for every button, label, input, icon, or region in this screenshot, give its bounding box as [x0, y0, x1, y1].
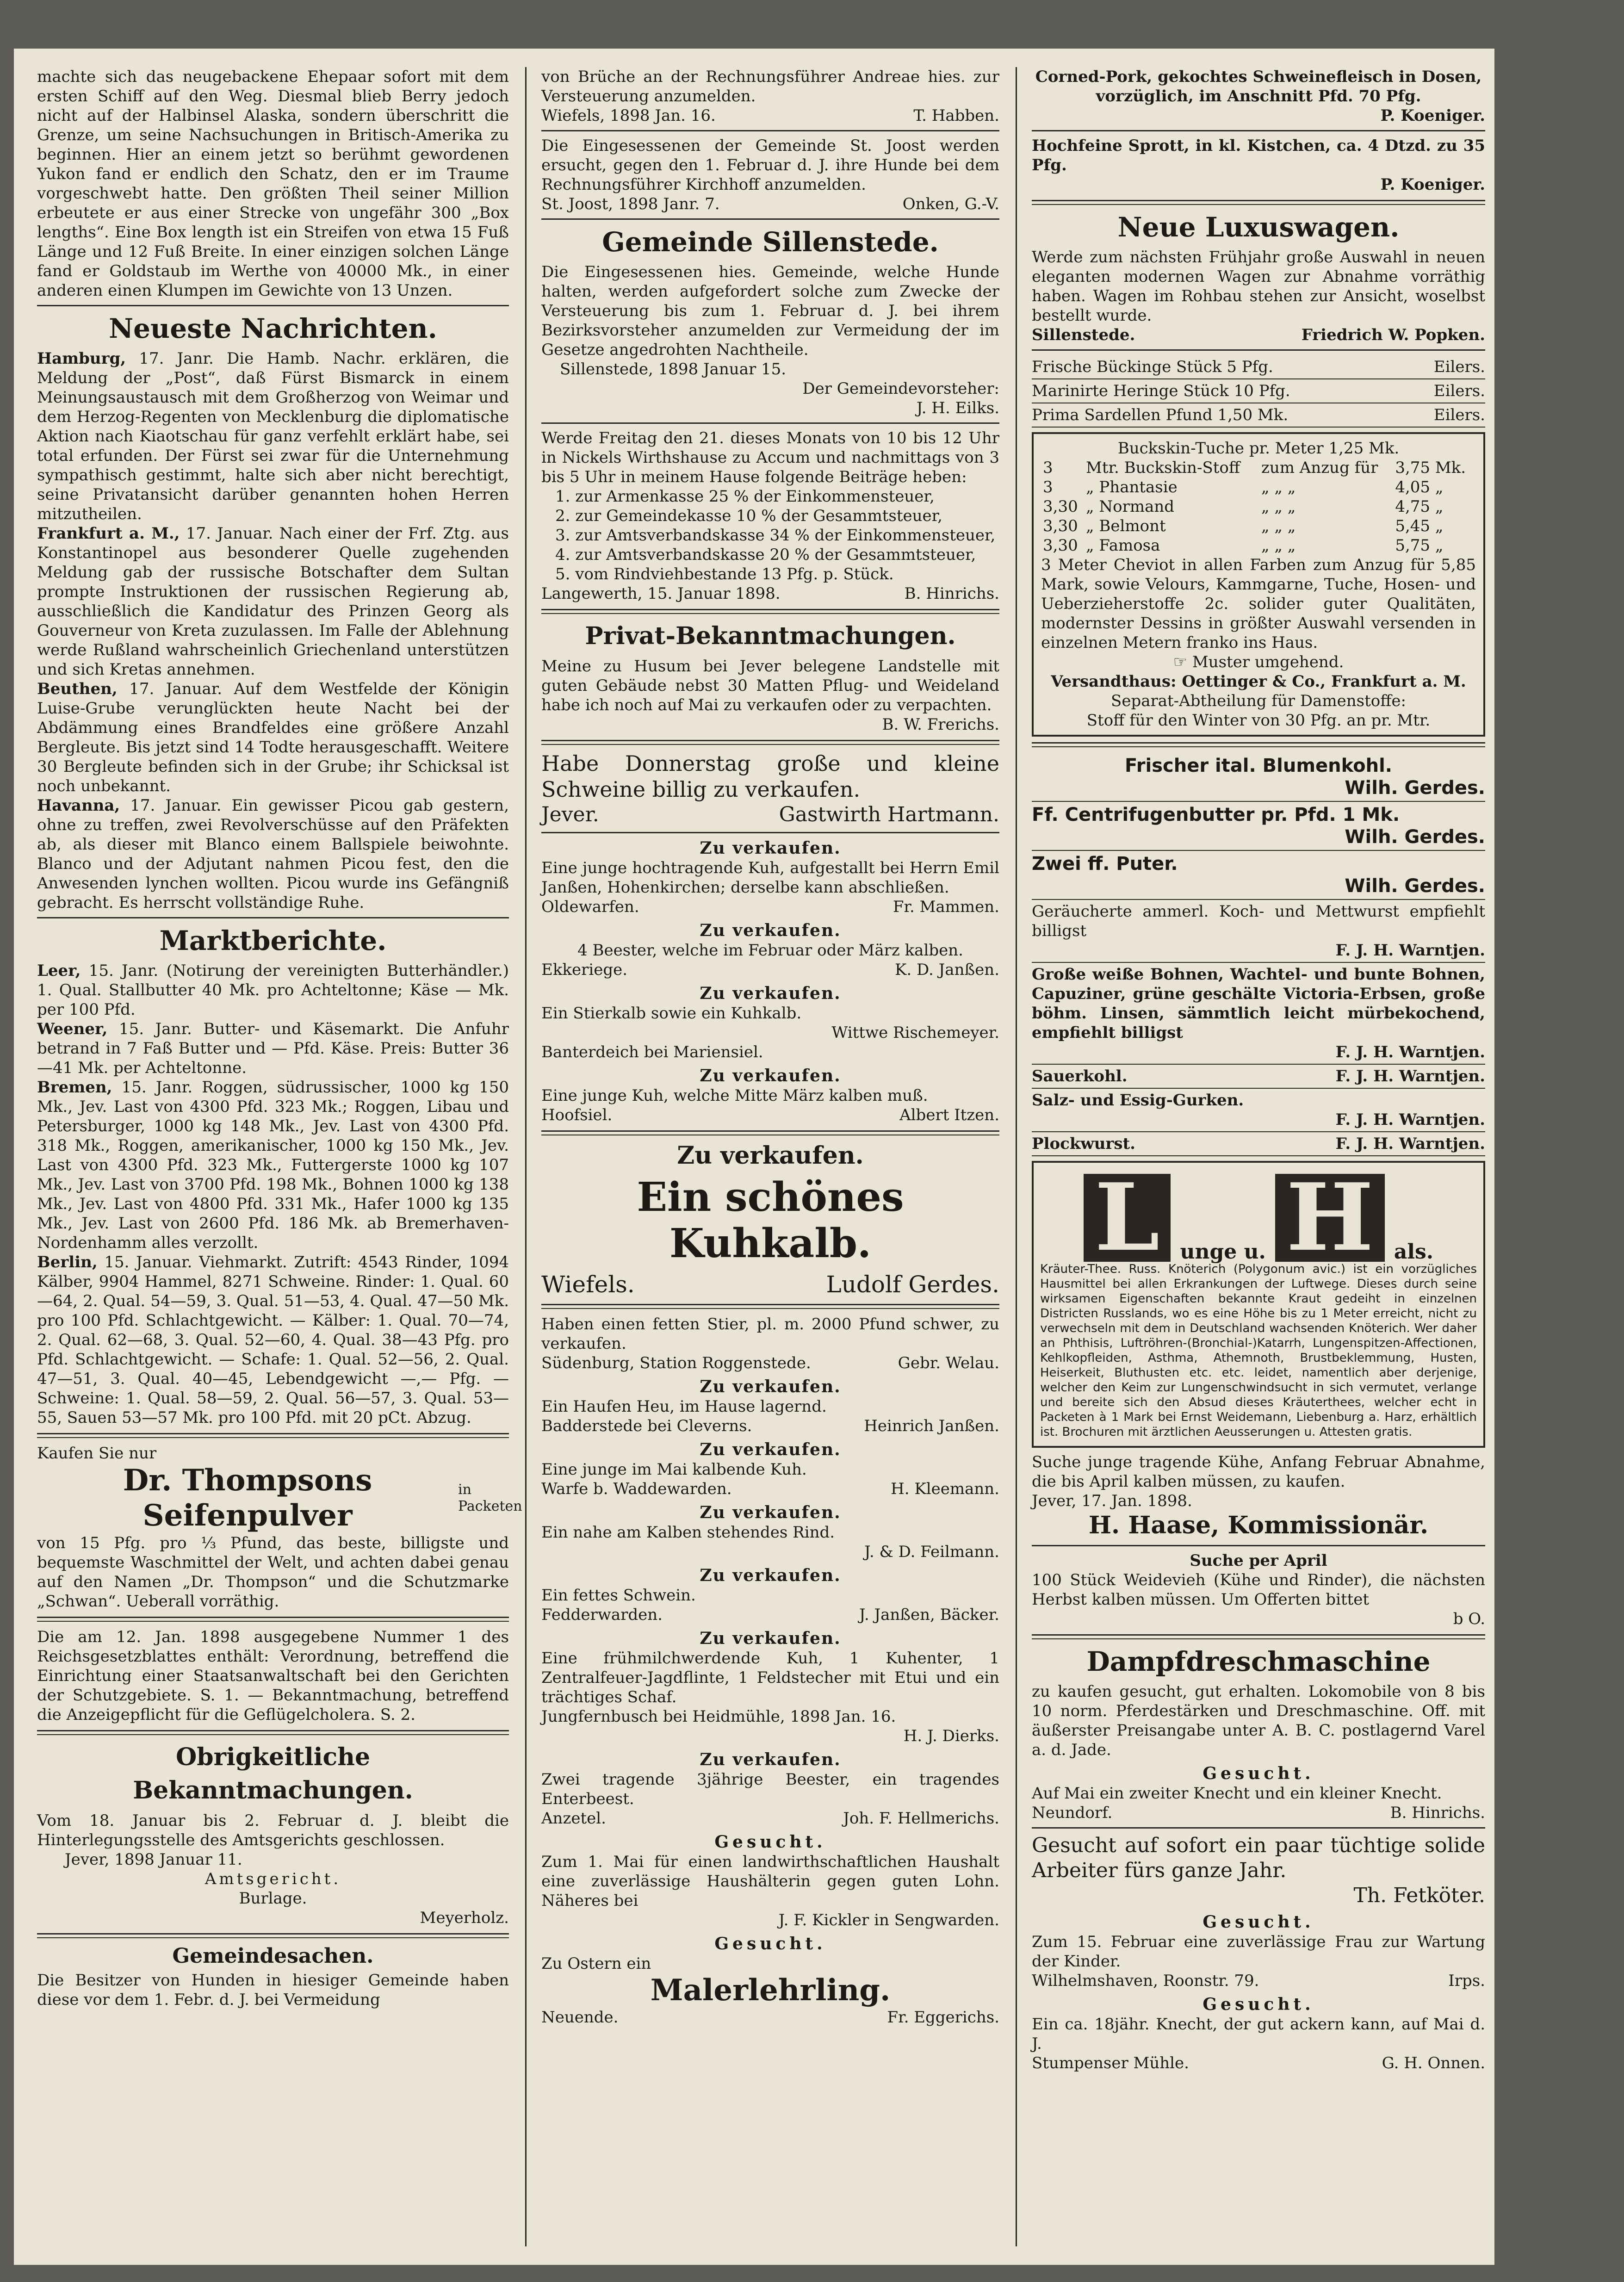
sale-place: Banterdeich bei Mariensiel.: [541, 1043, 763, 1061]
sale-signature: Hoofsiel. Albert Itzen.: [541, 1106, 999, 1124]
divider: [37, 917, 509, 918]
sale-signature: Warfe b. Waddewarden. H. Kleemann.: [541, 1480, 999, 1498]
luxury-carriages-text: Werde zum nächsten Frühjahr große Auswahl in neuen eleganten modernen Wagen zur Abnahme vorräthig haben. Wagen im Rohbau stehen zur Ansicht, woselbst bestellt wurde.: [1032, 248, 1485, 325]
buckskin-firm: Versandthaus: Oettinger & Co., Frankfurt a. M.: [1051, 672, 1466, 691]
sprott-signature: P. Koeniger.: [1380, 175, 1485, 194]
calf-ad-title: Ein schönes Kuhkalb.: [637, 1174, 904, 1267]
langewerth-item: 2. zur Gemeindekasse 10 % der Gesammtsteuer,: [555, 507, 942, 525]
warntjen-ad: Große weiße Bohnen, Wachtel- und bunte Bohnen, Capuziner, grüne geschälte Victoria-Erbsen, große böhm. Linsen, sämmtlich leicht mürbekochend, empfiehlt billigst F. J. H. Warntjen.: [1032, 963, 1485, 1065]
sillenstede-notice: Die Eingesessenen hies. Gemeinde, welche Hunde halten, werden aufgefordert solche zum Zwecke der Versteuerung bis zum 1. Februar d. J. bei ihrem Bezirksvorsteher anzumelden zur Vermeidung der im Gesetze angedrohten Nachtheile.: [541, 263, 999, 359]
sale-text: Eine junge im Mai kalbende Kuh.: [541, 1460, 807, 1479]
section-title-market: Marktberichte.: [159, 925, 387, 956]
news-item: Beuthen, 17. Januar. Auf dem Westfelde der Königin Luise-Grube verunglückten heute Nacht bei der Abdämmung eines Brandfeldes eine größere Anzahl Bergleute. Bis jetzt sind 14 Todte herausgeschafft. Weitere 30 Bergleute befinden sich in der Grube; ihr Schicksal ist noch unbekannt.: [37, 680, 509, 795]
sale-text: Ein fettes Schwein.: [541, 1586, 696, 1605]
soap-ad-side: in Packeten: [458, 1482, 522, 1514]
sale-heading: Zu verkaufen.: [700, 921, 841, 940]
sale-heading: Zu verkaufen.: [700, 1377, 841, 1396]
column-rule: [1016, 67, 1017, 2246]
bull-ad: Haben einen fetten Stier, pl. m. 2000 Pfund schwer, zu verkaufen.: [541, 1315, 999, 1353]
official-court: Amtsgericht.: [205, 1870, 341, 1888]
sale-signature: Oldewarfen. Fr. Mammen.: [541, 898, 999, 916]
buckskin-head: Buckskin-Tuche pr. Meter 1,25 Mk.: [1117, 439, 1400, 458]
gerdes-ad: Zwei ff. Puter. Wilh. Gerdes.: [1032, 851, 1485, 900]
buckskin-ad: [1032, 432, 1485, 737]
official-sign-2: Meyerholz.: [420, 1909, 509, 1927]
divider: [37, 305, 509, 306]
soap-ad-name: Dr. Thompsons Seifenpulver: [123, 1463, 372, 1533]
warntjen-ad: Geräucherte ammerl. Koch- und Mettwurst empfiehlt billigst F. J. H. Warntjen.: [1032, 900, 1485, 963]
divider: [541, 609, 999, 614]
private-notice: Meine zu Husum bei Jever belegene Landstelle mit guten Gebäude nebst 30 Matten Pflug- und Weideland habe ich noch auf Mai zu verkaufen oder zu verpachten.: [541, 657, 999, 714]
buckskin-ladies: Stoff für den Winter von 30 Pfg. an pr. Mtr.: [1086, 711, 1431, 730]
langewerth-signature: Langewerth, 15. Januar 1898. B. Hinrichs.: [541, 584, 999, 603]
april-signature: b O.: [1453, 1610, 1485, 1628]
buckskin-separate: Separat-Abtheilung für Damenstoffe:: [1111, 692, 1406, 710]
news-item: Hamburg, 17. Janr. Die Hamb. Nachr. erklären, die Meldung der „Post“, daß Fürst Bismarck in einem Meinungsaustausch mit dem Großherzog von Weimar und dem Herzog-Regenten von Mecklenburg die diplomatische Aktion nach Kiaotschau für ganz verfehlt erklärt habe, sei total erfunden. Der Fürst sei zwar für die Unternehmung sympathisch gestimmt, halte sich aber nicht berechtigt, seine Privatansicht darüber genannten hohen Herren mitzutheilen.: [37, 349, 509, 523]
divider: [1032, 1634, 1485, 1639]
warntjen-ad: Salz- und Essig-Gurken. F. J. H. Warntjen.: [1032, 1089, 1485, 1132]
buckskin-muster: ☞ Muster umgehend.: [1173, 653, 1344, 671]
april-heading: Suche per April: [1190, 1551, 1327, 1570]
sillenstede-office: Der Gemeindevorsteher:: [802, 379, 999, 398]
sale-text: Ein Stierkalb sowie ein Kuhkalb.: [541, 1004, 802, 1023]
divider: [1032, 349, 1485, 351]
divider: [37, 1433, 509, 1438]
sale-text: Eine junge Kuh, welche Mitte März kalben muß.: [541, 1086, 928, 1105]
fish-ad: Marinirte Heringe Stück 10 Pfg. Eilers.: [1032, 379, 1485, 403]
soap-ad-lead: Kaufen Sie nur: [37, 1444, 157, 1463]
divider: [37, 1933, 509, 1938]
sale-signature: Badderstede bei Cleverns. Heinrich Janßen.: [541, 1417, 999, 1435]
column-rule: [525, 67, 527, 2246]
wanted-heading: Gesucht.: [714, 1832, 826, 1852]
cows-wanted: Suche junge tragende Kühe, Anfang Februar Abnahme, die bis April kalben müssen, zu kaufen.: [1032, 1453, 1485, 1491]
pigs-ad: Habe Donnerstag große und kleine Schweine billig zu verkaufen.: [541, 751, 999, 802]
article-continuation: machte sich das neugebackene Ehepaar sofort mit dem ersten Schiff auf den Weg. Diesmal blieb Berry jedoch nicht auf der Halbinsel Alaska, sondern überschritt die Grenze, um seine Nachsuchungen in Britisch-Amerika zu beginnen. Hier an einem jetzt so berühmt gewordenen Yukon fand er endlich den Schatz, den er im Traume vorgeschwebt hatte. Den größten Theil seiner Million erbeutete er aus einer Strecke von ungefähr 300 „Box lengths“. Eine Box length ist ein Streifen von etwa 15 Fuß Länge und 12 Fuß Breite. In einer einzigen solchen Länge fand er Goldstaub im Werthe von 40000 Mk., in einer anderen einen Klumpen im Gewichte von 13 Unzen.: [37, 68, 509, 300]
sale-heading: Zu verkaufen.: [700, 1440, 841, 1459]
newspaper-page: [14, 49, 1494, 2265]
divider: [541, 1130, 999, 1135]
sale-heading: Zu verkaufen.: [700, 1566, 841, 1585]
notice-continuation: von Brüche an der Rechnungsführer Andreae hies. zur Versteuerung anzumelden.: [541, 68, 999, 105]
buckskin-table: [1041, 458, 1476, 555]
sale-text: 4 Beester, welche im Februar oder März kalben.: [577, 941, 963, 960]
lung-tea-title: L unge u. H als.: [1040, 1169, 1477, 1262]
sillenstede-date: Sillenstede, 1898 Januar 15.: [560, 360, 787, 378]
divider: [541, 130, 999, 131]
divider: [1032, 130, 1485, 131]
soap-ad-header: [37, 1463, 522, 1533]
st-joost-notice: Die Eingesessenen der Gemeinde St. Joost werden ersucht, gegen den 1. Februar d. J. ihre Hunde bei dem Rechnungsführer Kirchhoff anzumelden.: [541, 136, 999, 194]
corned-pork-ad: Corned-Pork, gekochtes Schweinefleisch in Dosen, vorzüglich, im Anschnitt Pfd. 70 Pfg.: [1035, 68, 1482, 105]
sale-text: Eine frühmilchwerdende Kuh, 1 Kuhenter, 1 Zentralfeuer-Jagdflinte, 1 Feldstecher mit Etui und ein trächtiges Schaf.: [541, 1649, 999, 1706]
official-sign: Burlage.: [239, 1889, 307, 1908]
market-item: Bremen, 15. Janr. Roggen, südrussischer, 1000 kg 150 Mk., Jev. Last von 4300 Pfd. 323 Mk.; Roggen, Libau und Petersburger, 1000 kg 148 Mk., Jev. Last von 4300 Pfd. 318 Mk., Roggen, amerikanischer, 1000 kg 150 Mk., Jev. Last von 4300 Pfd. 323 Mk., Futtergerste 1000 kg 107 Mk., Jev. Last von 3700 Pfd. 198 Mk., Bohnen 1000 kg 138 Mk., Jev. Last von 4800 Pfd. 331 Mk., Hafer 1000 kg 135 Mk., Jev. Last von 2600 Pfd. 186 Mk. ab Bremerhaven-Nordenhamm alles verzollt.: [37, 1078, 509, 1252]
wanted-text: Zum 15. Februar eine zuverlässige Frau zur Wartung der Kinder.: [1032, 1933, 1485, 1971]
sale-heading: Zu verkaufen.: [700, 984, 841, 1003]
lung-tea-text: Kräuter-Thee. Russ. Knöterich (Polygonum avic.) ist ein vorzügliches Hausmittel bei allen Erkrankungen der Luftwege. Dieses durch seine wirksamen Eigenschaften bekannte Kraut gedeiht in einzelnen Districten Russlands, wo es eine Höhe bis zu 1 Meter erreicht, nicht zu verwechseln mit dem in Deutschland wachsenden Knöterich. Wer daher an Phthisis, Luftröhren-(Bronchial-)Katarrh, Lungenspitzen-Affectionen, Kehlkopfleiden, Asthma, Athemnoth, Brustbeklemmung, Husten, Heiserkeit, Bluthusten etc. etc. leidet, namentlich aber derjenige, welcher den Keim zur Lungenschwindsucht in sich vermutet, verlange und bereite sich den Absud dieses Kräuterthees, welcher echt in Packeten à 1 Mark bei Ernst Weidemann, Liebenburg a. Harz, erhältlich ist. Brochuren mit ärztlichen Aeusserungen u. Attesten gratis.: [1040, 1262, 1477, 1439]
sillenstede-title: Gemeinde Sillenstede.: [602, 226, 939, 258]
sale-heading: Zu verkaufen.: [700, 1503, 841, 1522]
langewerth-item: 1. zur Armenkasse 25 % der Einkommensteuer,: [555, 487, 935, 506]
wanted-heading: Gesucht.: [714, 1934, 826, 1953]
fish-ad: Frische Bückinge Stück 5 Pfg. Eilers.: [1032, 355, 1485, 379]
warntjen-ad: Sauerkohl. F. J. H. Warntjen.: [1032, 1065, 1485, 1089]
wanted-signature: Wilhelmshaven, Roonstr. 79. Irps.: [1032, 1972, 1485, 1990]
wanted-signature: Neuende. Fr. Eggerichs.: [541, 2008, 999, 2027]
sale-signature: Wittwe Rischemeyer.: [831, 1023, 999, 1042]
wanted-signature: J. F. Kickler in Sengwarden.: [778, 1911, 999, 1929]
divider: [1032, 742, 1485, 747]
market-item: Weener, 15. Janr. Butter- und Käsemarkt. Die Anfuhr betrand in 7 Faß Butter und — Pfd. Käse. Preis: Butter 36—41 Mk. per Achteltonne.: [37, 1020, 509, 1077]
haase-signature: H. Haase, Kommissionär.: [1088, 1511, 1429, 1539]
notice-signature: Wiefels, 1898 Jan. 16. T. Habben.: [541, 106, 999, 125]
lung-tea-ad: [1032, 1161, 1485, 1448]
apprentice-ad-title: Malerlehrling.: [650, 1973, 891, 2008]
gerdes-ad: Frischer ital. Blumenkohl. Wilh. Gerdes.: [1032, 753, 1485, 802]
column-3: [1032, 67, 1485, 2246]
wanted-heading: Gesucht.: [1203, 1912, 1314, 1932]
luxury-carriages-signature: Sillenstede. Friedrich W. Popken.: [1032, 326, 1485, 344]
wanted-signature: Neundorf. B. Hinrichs.: [1032, 1804, 1485, 1822]
sale-text: Eine junge hochtragende Kuh, aufgestallt bei Herrn Emil Janßen, Hohenkirchen; derselbe kann abschließen.: [541, 859, 999, 897]
cows-wanted-date: Jever, 17. Jan. 1898.: [1032, 1492, 1192, 1510]
market-item: Berlin, 15. Januar. Viehmarkt. Zutrift: 4543 Rinder, 1094 Kälber, 9904 Hammel, 8271 Schweine. Rinder: 1. Qual. 60—64, 2. Qual. 54—59, 3. Qual. 51—53, 4. Qual. 47—50 Mk. pro 100 Pfd. Schlachtgewicht. — Kälber: 1. Qual. 70—74, 2. Qual. 62—68, 3. Qual. 52—60, 4. Qual. 38—43 Pfg. pro Pfd. Schlachtgewicht. — Schafe: 1. Qual. 52—56, 2. Qual. 47—51, 3. Qual. 40—45, Lebendgewicht —,— Pfg. — Schweine: 1. Qual. 58—59, 2. Qual. 56—57, 3. Qual. 53—55, Sauen 53—57 Mk. pro 100 Pfd. mit 20 pCt. Abzug.: [37, 1253, 509, 1427]
sprott-ad: Hochfeine Sprott, in kl. Kistchen, ca. 4 Dtzd. zu 35 Pfg.: [1032, 136, 1485, 174]
sale-text: Zwei tragende 3jährige Beester, ein tragendes Enterbeest.: [541, 1770, 999, 1808]
wanted-text: Ein ca. 18jähr. Knecht, der gut ackern kann, auf Mai d. J.: [1032, 2015, 1485, 2053]
divider: [37, 1730, 509, 1735]
wanted-signature: Stumpenser Mühle. G. H. Onnen.: [1032, 2054, 1485, 2072]
calf-ad-heading: Zu verkaufen.: [677, 1141, 864, 1170]
fish-ad: Prima Sardellen Pfund 1,50 Mk. Eilers.: [1032, 403, 1485, 428]
sale-heading: Zu verkaufen.: [700, 838, 841, 858]
sale-text: Ein nahe am Kalben stehendes Rind.: [541, 1523, 835, 1542]
sale-signature: J. & D. Feilmann.: [864, 1543, 999, 1561]
luxury-carriages-title: Neue Luxuswagen.: [1117, 211, 1400, 243]
community-notice: Die Besitzer von Hunden in hiesiger Gemeinde haben diese vor dem 1. Febr. d. J. bei Vermeidung: [37, 1971, 509, 2009]
sale-signature: Anzetel. Joh. F. Hellmerichs.: [541, 1809, 999, 1828]
april-text: 100 Stück Weidevieh (Kühe und Rinder), die nächsten Herbst kalben müssen. Um Offerten bittet: [1032, 1571, 1485, 1609]
wanted-heading: Gesucht.: [1203, 1995, 1314, 2014]
sale-signature: Fedderwarden. J. Janßen, Bäcker.: [541, 1606, 999, 1624]
divider: [541, 422, 999, 424]
market-item: Leer, 15. Janr. (Notirung der vereinigten Butterhändler.) 1. Qual. Stallbutter 40 Mk. pro Achteltonne; Käse — Mk. per 100 Pfd.: [37, 961, 509, 1019]
official-date: Jever, 1898 Januar 11.: [65, 1850, 242, 1869]
warntjen-ad: Plockwurst. F. J. H. Warntjen.: [1032, 1132, 1485, 1156]
section-title-community: Gemeindesachen.: [172, 1944, 374, 1968]
column-2: [541, 67, 999, 2246]
sale-place: Jungfernbusch bei Heidmühle, 1898 Jan. 16.: [541, 1707, 896, 1726]
thresher-title: Dampfdreschmaschine: [1086, 1646, 1431, 1677]
reichsgesetzblatt-note: Die am 12. Jan. 1898 ausgegebene Nummer 1 des Reichsgesetzblattes enthält: Verordnung, betreffend die Einrichtung einer Staatsanwaltschaft bei den Gerichten der Schutzgebiete. S. 1. — Bekanntmachung, betreffend die Anzeigepflicht für die Geflügelcholera. S. 2.: [37, 1628, 509, 1724]
buckskin-text: 3 Meter Cheviot in allen Farben zum Anzug für 5,85 Mark, sowie Velours, Kammgarne, Tuche, Hosen- und Ueberzieherstoffe 2c. solider guter Qualitäten, modernster Dessins in größter Auswahl versenden in einzelnen Metern franko ins Haus.: [1041, 556, 1476, 652]
pointing-hand-icon: ☞: [1173, 653, 1188, 671]
sale-heading: Zu verkaufen.: [700, 1629, 841, 1648]
divider: [541, 832, 999, 833]
column-1: [37, 67, 522, 2246]
wanted-text: Auf Mai ein zweiter Knecht und ein kleiner Knecht.: [1032, 1784, 1442, 1803]
workers-wanted: Gesucht auf sofort ein paar tüchtige solide Arbeiter fürs ganze Jahr.: [1032, 1834, 1485, 1882]
divider: [541, 1304, 999, 1309]
sillenstede-signature: J. H. Eilks.: [916, 399, 999, 417]
divider: [1032, 1827, 1485, 1829]
news-item: Frankfurt a. M., 17. Januar. Nach einer der Frf. Ztg. aus Konstantinopel aus besonderer Quelle zugehenden Meldung gab der russische Botschafter dem Sultan prompte Instruktionen der russischen Regierung ab, ausschließlich die Kandidatur des Prinzen Georg als Gouverneur von Kreta zuzulassen. Im Falle der Ablehnung werde Rußland wahrscheinlich Griechenland unterstützen und sich Kretas annehmen.: [37, 524, 509, 679]
divider: [541, 740, 999, 745]
bull-ad-signature: Südenburg, Station Roggenstede. Gebr. Welau.: [541, 1354, 999, 1372]
section-title-news: Neueste Nachrichten.: [109, 313, 437, 344]
private-signature: B. W. Frerichs.: [882, 715, 999, 734]
official-notice: Vom 18. Januar bis 2. Februar d. J. bleibt die Hinterlegungsstelle des Amtsgerichts geschlossen.: [37, 1811, 509, 1849]
divider: [1032, 200, 1485, 205]
sale-heading: Zu verkaufen.: [700, 1066, 841, 1085]
langewerth-item: 5. vom Rindviehbestande 13 Pfg. p. Stück.: [555, 565, 894, 583]
table-row: 3,30 „ Famosa „ „ „ 5,75 „: [1043, 536, 1444, 555]
corned-pork-signature: P. Koeniger.: [1380, 106, 1485, 125]
gerdes-ad: Ff. Centrifugenbutter pr. Pfd. 1 Mk. Wilh. Gerdes.: [1032, 802, 1485, 851]
wanted-lead: Zu Ostern ein: [541, 1954, 651, 1973]
table-row: 3,30 „ Belmont „ „ „ 5,45 „: [1043, 517, 1444, 535]
divider: [541, 218, 999, 220]
st-joost-signature: St. Joost, 1898 Janr. 7. Onken, G.-V.: [541, 195, 999, 213]
table-row: 3 Mtr. Buckskin-Stoff zum Anzug für 3,75 Mk.: [1043, 459, 1466, 477]
thresher-text: zu kaufen gesucht, gut erhalten. Lokomobile von 8 bis 10 norm. Pferdestärken und Dreschmaschine. Off. mit äußerster Preisangabe unter A. B. C. postlagernd Varel a. d. Jade.: [1032, 1682, 1485, 1759]
wanted-text: Zum 1. Mai für einen landwirthschaftlichen Haushalt eine zuverlässige Haushälterin gegen guten Lohn. Näheres bei: [541, 1853, 999, 1910]
pigs-signature: Jever. Gastwirth Hartmann.: [541, 803, 999, 826]
news-item: Havanna, 17. Januar. Ein gewisser Picou gab gestern, ohne zu treffen, zwei Revolverschüsse auf den Präfekten ab, als dieser mit Blanco einem Ballspiele beiwohnte. Blanco und der Adjutant nahmen Picou fest, den die Anwesenden lynchen wollten. Picou wurde ins Gefängniß gebracht. Es herrscht vollständige Ruhe.: [37, 796, 509, 912]
langewerth-item: 3. zur Amtsverbandskasse 34 % der Einkommensteuer,: [555, 526, 996, 545]
workers-signature: Th. Fetköter.: [1353, 1884, 1485, 1907]
langewerth-intro: Werde Freitag den 21. dieses Monats von 10 bis 12 Uhr in Nickels Wirthshause zu Accum und nachmittags von 3 bis 5 Uhr in meinem Hause folgende Beiträge heben:: [541, 429, 999, 486]
wanted-heading: Gesucht.: [1203, 1764, 1314, 1783]
table-row: 3 „ Phantasie „ „ „ 4,05 „: [1043, 478, 1444, 496]
calf-ad-signature: Wiefels. Ludolf Gerdes.: [541, 1271, 999, 1298]
sale-signature: H. J. Dierks.: [903, 1727, 999, 1745]
langewerth-item: 4. zur Amtsverbandskasse 20 % der Gesammtsteuer,: [555, 546, 976, 564]
table-row: 3,30 „ Normand „ „ „ 4,75 „: [1043, 497, 1444, 516]
soap-ad-text: von 15 Pfg. pro ⅓ Pfund, das beste, billigste und bequemste Waschmittel der Welt, und achten dabei genau auf den Namen „Dr. Thompson“ und die Schutzmarke „Schwan“. Ueberall vorräthig.: [37, 1534, 509, 1611]
divider: [37, 1617, 509, 1622]
divider: [1032, 1545, 1485, 1546]
section-title-private: Privat-Bekanntmachungen.: [585, 622, 956, 650]
sale-text: Ein Haufen Heu, im Hause lagernd.: [541, 1397, 827, 1416]
section-title-official: Obrigkeitliche Bekanntmachungen.: [133, 1743, 413, 1805]
sale-signature: Ekkeriege. K. D. Janßen.: [541, 961, 999, 979]
sale-heading: Zu verkaufen.: [700, 1750, 841, 1769]
